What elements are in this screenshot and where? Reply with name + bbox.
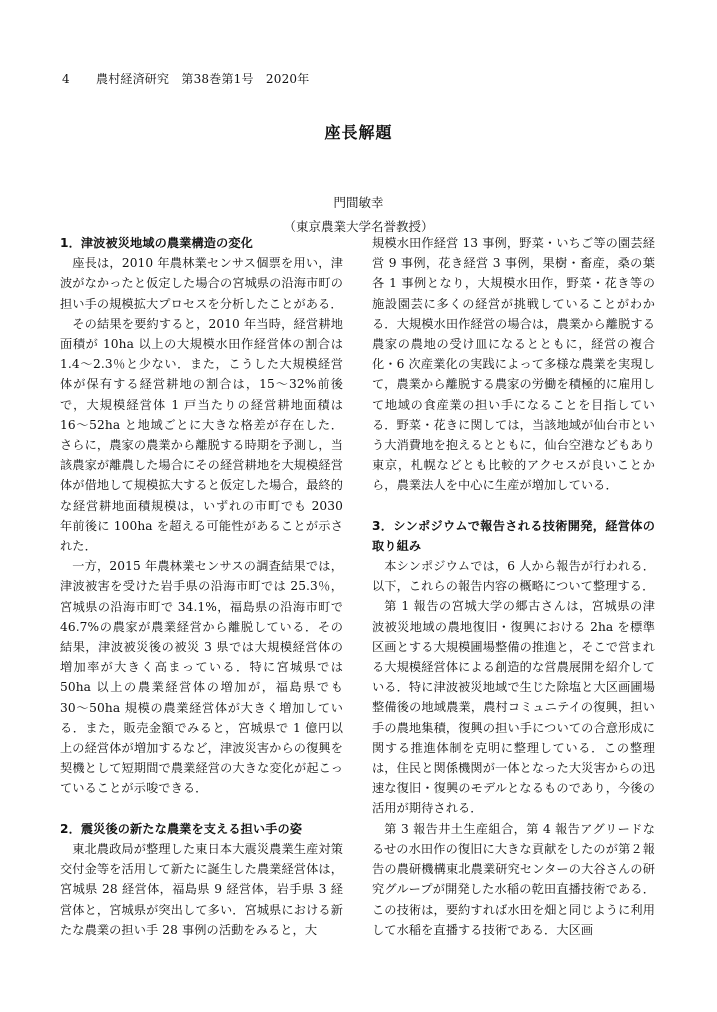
section-gap (372, 496, 655, 516)
article-title: 座長解題 (324, 123, 393, 142)
title-block (0, 120, 717, 235)
left-column (60, 233, 343, 940)
section-heading-2: 2．震災後の新たな農業を支える担い手の姿 (60, 821, 303, 836)
paragraph: 第 1 報告の宮城大学の郷古さんは，宮城県の津波被災地域の農地復旧・復興における 2ha を標準区画とする大規模圃場整備の推進と，そこで営まれる大規模経営体による創造的な営農展開を紹介している．特に津波被災地域で生じた除塩と大区画圃場整備後の地域農業，農村コミュニテイの復興，担い手の農地集積，復興の担い手についての合意形成に関する推進体制を克明に整理している．この整理は，住民と関係機関が一体となった大災害からの迅速な復旧・復興のモデルとなるものであり，今後の活用が期待される． (372, 599, 655, 816)
paragraph: その結果を要約すると，2010 年当時，経営耕地面積が 10ha 以上の大規模水田作経営体の割合は 1.4〜2.3％と少ない．また，こうした大規模経営体が保有する経営耕地の割合は，15〜32%前後で，大規模経営体 1 戸当たりの経営耕地面積は 16〜52ha と地域ごとに大きな格差が存在した．さらに，農家の農業から離脱する時期を予測し，当該農家が離農した場合にその経営耕地を大規模経営体が借地して規模拡大すると仮定した場合，最終的な経営耕地面積規模は，いずれの市町でも 2030 年前後に 100ha を超える可能性があることが示された． (60, 316, 343, 554)
paragraph: 本シンポジウムでは，6 人から報告が行われる．以下，これらの報告内容の概略について整理する． (372, 559, 655, 594)
paragraph-continuation: 規模水田作経営 13 事例，野菜・いちご等の園芸経営 9 事例，花き経営 3 事例，果樹・畜産，桑の葉各 1 事例となり，大規模水田作，野菜・花き等の施設園芸に多くの経営が挑戦していることがわかる．大規模水田作経営の場合は，農業から離脱する農家の農地の受け皿になるとともに，経営の複合化・6 次産業化の実践によって多様な農業を実現して，農業から離脱する農家の労働を積極的に雇用して地域の食産業の担い手になることを目指している．野菜・花きに関しては，当該地域が仙台市という大消費地を抱えるとともに，仙台空港などもあり東京，札幌などとも比較的アクセスが良いことから，農業法人を中心に生産が増加している． (372, 236, 655, 493)
author-affiliation: （東京農業大学名誉教授） (283, 219, 434, 234)
paragraph: 東北農政局が整理した東日本大震災農業生産対策交付金等を活用して新たに誕生した農業経営体は，宮城県 28 経営体，福島県 9 経営体，岩手県 3 経営体と，宮城県が突出して多い．宮城県における新たな農業の担い手 28 事例の活動をみると，大 (60, 841, 343, 937)
paragraph: 第 3 報告井土生産組合，第 4 報告アグリードなるせの水田作の復旧に大きな貢献をしたのが第２報告の農研機構東北農業研究センターの大谷さんの研究グループが開発した水稲の乾田直播技術である．この技術は，要約すれば水田を畑と同じように利用して水稲を直播する技術である．大区画 (372, 821, 655, 937)
section-heading-1: 1．津波被災地域の農業構造の変化 (60, 236, 253, 250)
paragraph: 一方，2015 年農林業センサスの調査結果では，津波被害を受けた岩手県の沿海市町では 25.3％，宮城県の沿海市町で 34.1%，福島県の沿海市町で 46.7%の農家が農業経営から離脱している．その結果，津波被災後の被災 3 県では大規模経営体の増加率が大きく高まっている．特に宮城県では 50ha 以上の農業経営体の増加が，福島県でも 30〜50ha 規模の農業経営体が大きく増加している．また，販売金額でみると，宮城県で 1 億円以上の経営体が増加するなど，津波災害からの復興を契機として短期間で農業経営の大きな変化が起こっていることが示唆できる． (60, 559, 343, 796)
page-number: 4 (62, 72, 70, 86)
author-name: 門間敏幸 (333, 195, 384, 210)
paragraph: 座長は，2010 年農林業センサス個票を用い，津波がなかったと仮定した場合の宮城県の沿海市町の担い手の規模拡大プロセスを分析したことがある． (60, 256, 343, 311)
section-heading-3: 3．シンポジウムで報告される技術開発，経営体の取り組み (372, 518, 655, 553)
running-header (62, 70, 662, 87)
section-gap (60, 799, 343, 819)
journal-info: 農村経済研究 第38巻第1号 2020年 (96, 72, 310, 86)
right-column (372, 233, 655, 940)
